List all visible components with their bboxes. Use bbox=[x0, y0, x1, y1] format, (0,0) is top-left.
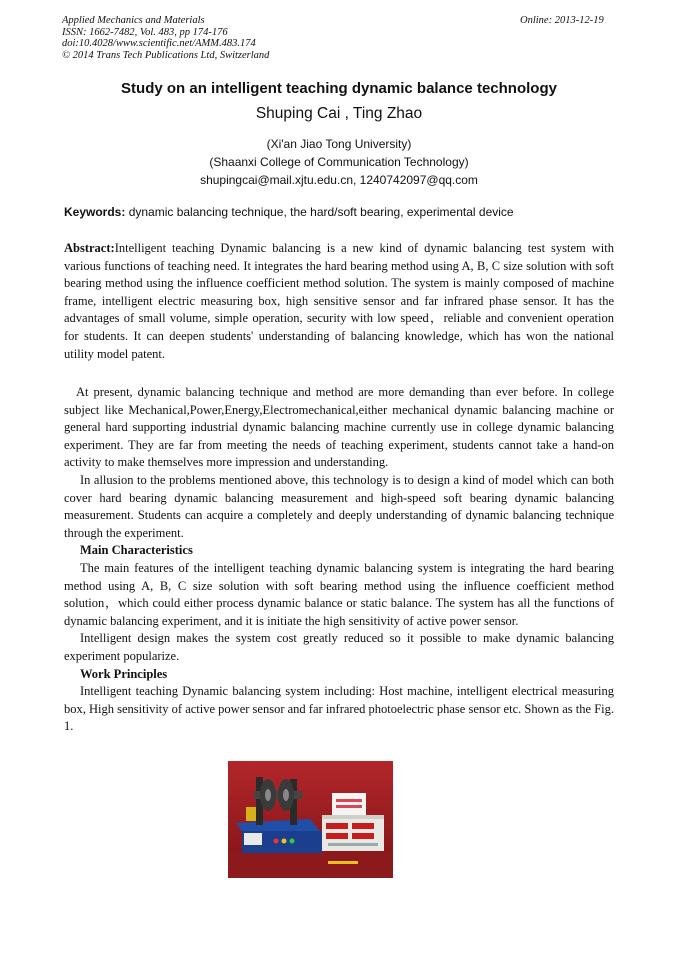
author-emails: shupingcai@mail.xjtu.edu.cn, 1240742097@qq.com bbox=[200, 173, 478, 187]
figure-1-photo bbox=[228, 761, 393, 878]
affiliation-1: (Xi'an Jiao Tong University) bbox=[266, 137, 412, 151]
abstract-label: Abstract: bbox=[64, 241, 115, 255]
affiliations bbox=[0, 135, 678, 189]
section-heading-work-principles: Work Principles bbox=[80, 666, 168, 681]
journal-name: Applied Mechanics and Materials bbox=[62, 15, 205, 26]
main-text bbox=[64, 384, 614, 736]
abstract bbox=[64, 240, 614, 363]
dynamic-balancing-device-photo-icon bbox=[228, 761, 393, 878]
keywords-text: dynamic balancing technique, the hard/soft bearing, experimental device bbox=[125, 205, 514, 219]
paragraph-2: In allusion to the problems mentioned above, this technology is to design a kind of model which can both cover hard bearing dynamic balancing measurement and high-speed soft bearing dynamic balancing measurement. Students can acquire a completely and deeply understanding of dynamic balancing technique through the experiment. bbox=[64, 472, 614, 540]
section-heading-main-characteristics: Main Characteristics bbox=[80, 543, 193, 558]
abstract-text: Intelligent teaching Dynamic balancing is a new kind of dynamic balancing test system with various functions of teaching need. It integrates the hard bearing method using A, B, C size solution with soft bearing method using the influence coefficient method solution. The system is mainly composed of machine frame, intelligent electric measuring box, high sensitive sensor and far infrared phase sensor. It has the advantages of small volume, simple operation, security with low speed，reliable and convenient operation for students. It can deepen students' understanding of balancing knowledge, which has won the national utility model patent. bbox=[64, 241, 614, 361]
paragraph-5: Intelligent teaching Dynamic balancing system including: Host machine, intelligent electrical measuring box, High sensitivity of active power sensor and far infrared photoelectric phase sensor etc. Shown as the Fig. 1. bbox=[64, 684, 614, 734]
paragraph-1: At present, dynamic balancing technique and method are more demanding than ever before. In college subject like Mechanical,Power,Energy,Electromechanical,either mechanical dynamic balancing machine or general hard supporting industrial dynamic balancing machine currently use in college dynamic balancing experiment. They are far from meeting the needs of teaching experiment, students cannot take a hand-on activity to make themselves more impression and understanding. bbox=[64, 385, 614, 470]
online-date: Online: 2013-12-19 bbox=[520, 15, 604, 26]
keywords-label: Keywords: bbox=[64, 205, 126, 219]
keywords bbox=[64, 205, 624, 219]
affiliation-2: (Shaanxi College of Communication Technology) bbox=[209, 155, 469, 169]
doi-line: doi:10.4028/www.scientific.net/AMM.483.174 bbox=[62, 38, 256, 50]
copyright-line: © 2014 Trans Tech Publications Ltd, Switzerland bbox=[62, 49, 270, 61]
journal-header bbox=[62, 15, 269, 61]
paper-title: Study on an intelligent teaching dynamic balance technology bbox=[121, 80, 557, 97]
paper-authors: Shuping Cai , Ting Zhao bbox=[255, 105, 423, 122]
paragraph-3: The main features of the intelligent teaching dynamic balancing system is integrating the hard bearing method using A, B, C size solution with soft bearing method using the influence coefficient method solution，which could either process dynamic balance or static balance. The system has all the functions of dynamic balancing experiment, and it is initiate the high sensitivity of active power sensor. bbox=[64, 560, 614, 628]
paragraph-4: Intelligent design makes the system cost greatly reduced so it possible to make dynamic balancing experiment popularize. bbox=[64, 631, 614, 663]
issn-line: ISSN: 1662-7482, Vol. 483, pp 174-176 bbox=[62, 26, 228, 38]
